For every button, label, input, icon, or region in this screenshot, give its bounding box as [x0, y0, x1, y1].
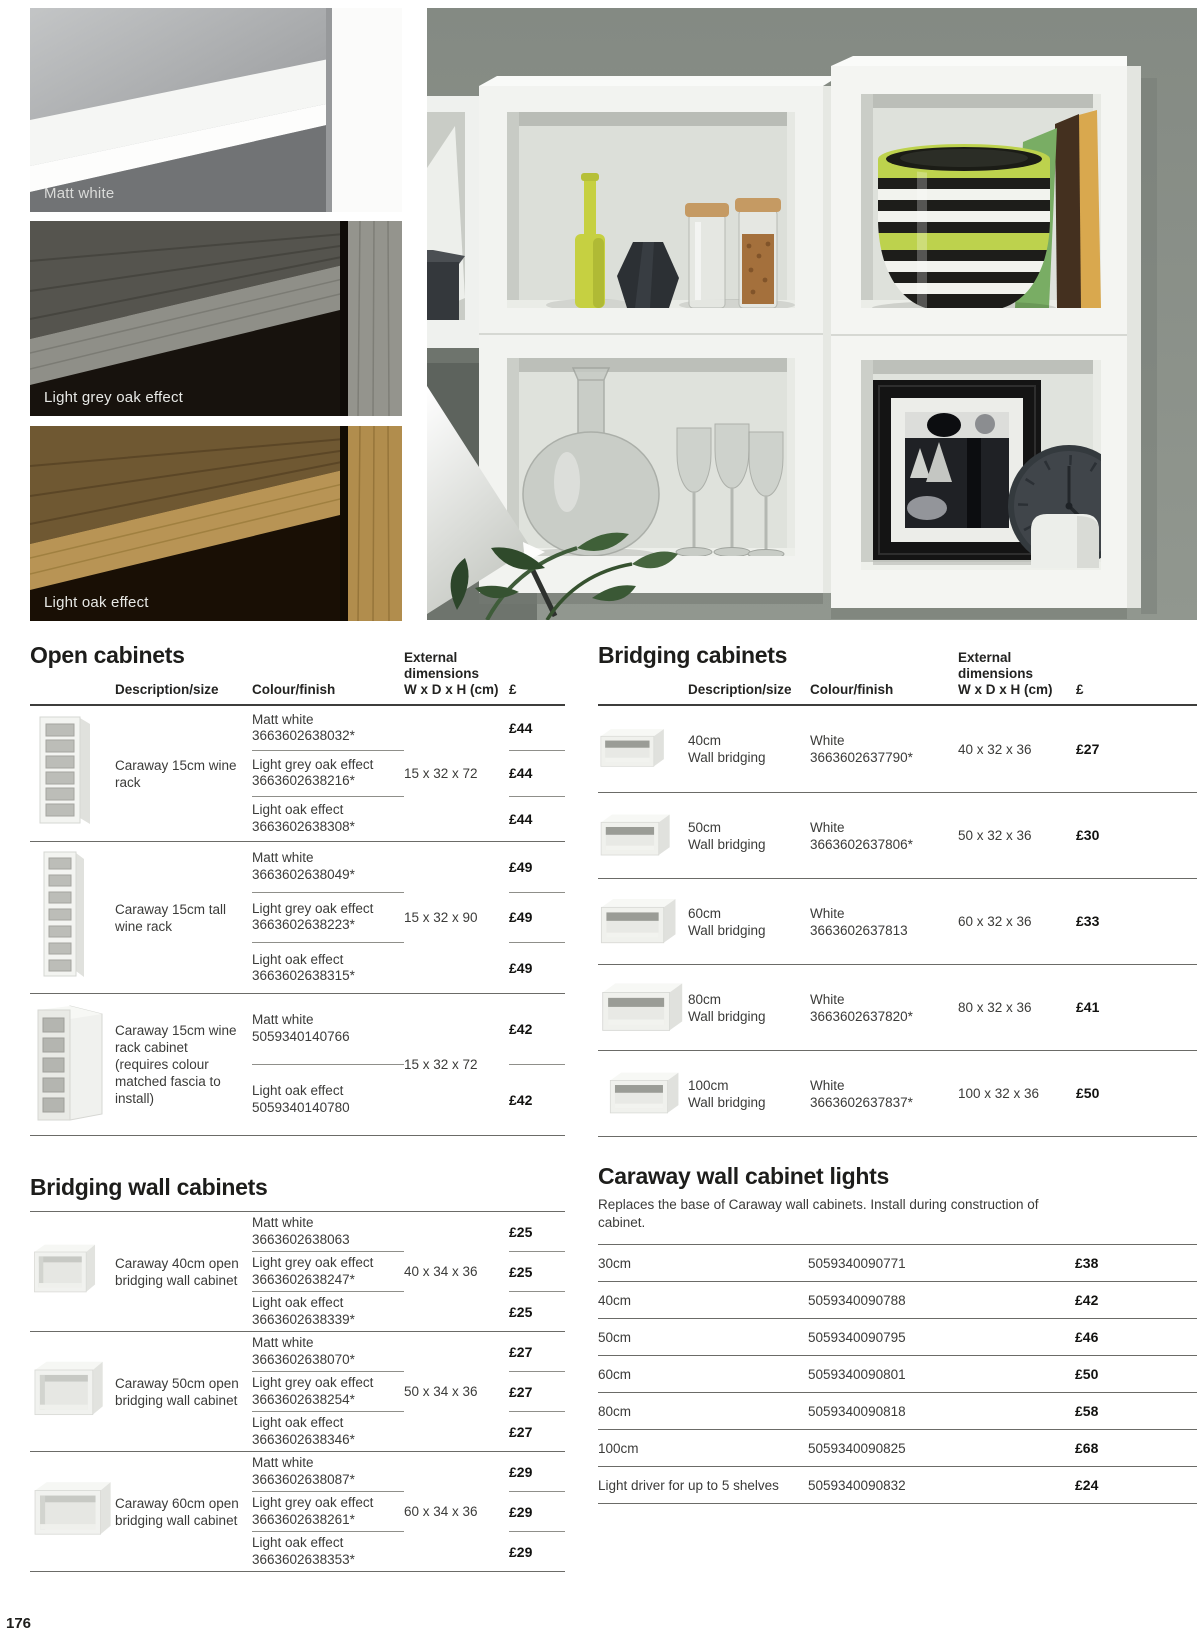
open-cabinets-header	[30, 642, 565, 706]
product-description: 60cm Wall bridging	[688, 905, 766, 938]
price-cell: £46	[1075, 1329, 1099, 1345]
price-cell: £27	[509, 1332, 565, 1372]
section-title-open-cabinets: Open cabinets	[30, 642, 185, 668]
price-cell: £25	[509, 1252, 565, 1292]
column-header-price: £	[509, 682, 517, 697]
price-cell: £33	[1076, 913, 1100, 929]
column-header-colour: Colour/finish	[810, 682, 894, 697]
wine-rack-thumbnail	[30, 706, 115, 841]
cabinet-lights-table	[598, 1244, 1197, 1504]
dimensions-cell: 40 x 32 x 36	[958, 741, 1032, 757]
swatch-matt-white	[30, 8, 402, 212]
swatch-light-grey-oak	[30, 221, 402, 416]
lifestyle-photo	[427, 8, 1197, 620]
price-cell: £41	[1076, 999, 1100, 1015]
price-cell: £68	[1075, 1440, 1099, 1456]
dimensions-cell: 60 x 32 x 36	[958, 914, 1032, 929]
variant-cell: Matt white 3663602638063	[252, 1212, 404, 1252]
dimensions-cell: 60 x 34 x 36	[404, 1504, 478, 1519]
variant-cell: Light grey oak effect 3663602638223*	[252, 893, 404, 944]
wall-bridging-thumbnail	[598, 887, 688, 957]
section-title-bridging-wall-cabinets: Bridging wall cabinets	[30, 1174, 268, 1200]
product-description: Caraway 15cm wine rack	[115, 757, 237, 790]
price-cell: £27	[509, 1423, 533, 1440]
variant-cell: Light oak effect 3663602638308*	[252, 802, 355, 834]
table-row	[30, 841, 565, 993]
wall-bridging-thumbnail	[598, 1062, 688, 1126]
product-description: 50cm Wall bridging	[688, 819, 766, 852]
page-number: 176	[6, 1615, 32, 1632]
wall-bridging-thumbnail	[598, 802, 688, 870]
price-cell: £38	[1075, 1255, 1099, 1271]
table-row	[30, 1451, 565, 1571]
finish-swatches	[30, 8, 402, 630]
open-cube-thumbnail	[30, 1470, 115, 1553]
price-cell: £44	[509, 706, 565, 751]
price-cell: £44	[509, 810, 533, 827]
product-description: Caraway 50cm open bridging wall cabinet	[115, 1375, 239, 1408]
price-cell: £25	[509, 1303, 533, 1320]
variant-cell: Light oak effect 3663602638353*	[252, 1535, 355, 1567]
product-description: Caraway 60cm open bridging wall cabinet	[115, 1495, 239, 1528]
section-title-cabinet-lights: Caraway wall cabinet lights	[598, 1163, 890, 1189]
colour-cell: White 3663602637813	[810, 905, 908, 938]
light-grey-oak-swatch-image	[30, 221, 402, 416]
product-description: Caraway 15cm tall wine rack	[115, 901, 227, 934]
price-cell: £29	[509, 1492, 565, 1532]
price-cell: £29	[509, 1452, 565, 1492]
right-column	[598, 642, 1197, 1504]
table-row	[30, 993, 565, 1135]
table-row: 30cm 5059340090771 £38	[598, 1244, 1197, 1281]
table-row: Light driver for up to 5 shelves 5059340090832 £24	[598, 1466, 1197, 1503]
bridging-wall-cabinets-table	[30, 1211, 565, 1572]
price-cell: £44	[509, 751, 565, 796]
tall-wine-rack-thumbnail	[30, 842, 115, 993]
variant-cell: Light grey oak effect 3663602638247*	[252, 1252, 404, 1292]
left-column	[30, 642, 565, 1572]
table-row: 40cm 5059340090788 £42	[598, 1281, 1197, 1318]
price-cell: £49	[509, 960, 533, 977]
price-cell: £30	[1076, 827, 1100, 843]
price-cell: £27	[509, 1372, 565, 1412]
wall-bridging-thumbnail	[598, 972, 688, 1044]
variant-cell: Light oak effect 3663602638339*	[252, 1295, 355, 1327]
variant-cell: Light grey oak effect 3663602638254*	[252, 1372, 404, 1412]
table-row: 50cm 5059340090795 £46	[598, 1318, 1197, 1355]
table-row	[598, 792, 1197, 878]
open-cabinets-table	[30, 706, 565, 1136]
wall-cabinets-photo	[427, 8, 1197, 620]
swatch-label: Light grey oak effect	[44, 389, 184, 406]
column-header-description: Description/size	[688, 682, 792, 697]
price-cell: £29	[509, 1543, 533, 1560]
table-row	[30, 1331, 565, 1451]
dimensions-cell: 50 x 34 x 36	[404, 1384, 478, 1399]
column-header-dimensions: External dimensions W x D x H (cm)	[958, 650, 1053, 697]
dimensions-cell: 15 x 32 x 90	[404, 910, 478, 925]
price-cell: £42	[509, 1091, 533, 1108]
light-oak-swatch-image	[30, 426, 402, 621]
price-cell: £58	[1075, 1403, 1099, 1419]
bridging-cabinets-table	[598, 706, 1197, 1137]
product-description: Caraway 40cm open bridging wall cabinet	[115, 1255, 239, 1288]
dimensions-cell: 50 x 32 x 36	[958, 828, 1032, 843]
product-description: 80cm Wall bridging	[688, 991, 766, 1024]
dimensions-cell: 80 x 32 x 36	[958, 1000, 1032, 1015]
column-header-colour: Colour/finish	[252, 682, 336, 697]
variant-cell: Matt white 5059340140766	[252, 994, 404, 1065]
section-title-bridging-cabinets: Bridging cabinets	[598, 642, 788, 668]
dimensions-cell: 40 x 34 x 36	[404, 1264, 478, 1279]
variant-cell: Light grey oak effect 3663602638216*	[252, 751, 404, 796]
colour-cell: White 3663602637790*	[810, 733, 913, 765]
dimensions-cell: 15 x 32 x 72	[404, 1057, 478, 1072]
price-cell: £27	[1076, 740, 1100, 757]
colour-cell: White 3663602637820*	[810, 991, 913, 1024]
colour-cell: White 3663602637806*	[810, 819, 913, 852]
swatch-label: Light oak effect	[44, 594, 149, 611]
variant-cell: Light oak effect 3663602638346*	[252, 1415, 355, 1447]
product-description: 40cm Wall bridging	[688, 733, 766, 765]
swatch-label: Matt white	[44, 185, 115, 202]
table-row	[598, 1050, 1197, 1136]
table-row: 100cm 5059340090825 £68	[598, 1429, 1197, 1466]
price-cell: £49	[509, 842, 565, 893]
price-cell: £50	[1076, 1085, 1100, 1101]
colour-cell: White 3663602637837*	[810, 1077, 913, 1110]
wine-rack-cabinet-thumbnail	[30, 994, 115, 1135]
dimensions-cell: 15 x 32 x 72	[404, 766, 478, 781]
price-cell: £50	[1075, 1366, 1099, 1382]
wall-bridging-thumbnail	[598, 716, 688, 782]
variant-cell: Matt white 3663602638070*	[252, 1332, 404, 1372]
price-cell: £42	[509, 994, 565, 1065]
open-cube-thumbnail	[30, 1348, 115, 1435]
bridging-cabinets-header	[598, 642, 1197, 706]
table-row: 60cm 5059340090801 £50	[598, 1355, 1197, 1392]
table-row	[598, 706, 1197, 792]
price-cell: £49	[509, 893, 565, 944]
swatch-light-oak	[30, 426, 402, 621]
variant-cell: Light oak effect 3663602638315*	[252, 951, 355, 984]
variant-cell: Matt white 3663602638049*	[252, 842, 404, 893]
price-cell: £25	[509, 1212, 565, 1252]
variant-cell: Matt white 3663602638032*	[252, 706, 404, 751]
variant-cell: Light oak effect 5059340140780	[252, 1083, 350, 1115]
product-description: Caraway 15cm wine rack cabinet (requires colour matched fascia to install)	[115, 1023, 237, 1106]
table-row	[30, 706, 565, 841]
table-row: 80cm 5059340090818 £58	[598, 1392, 1197, 1429]
cabinet-lights-subtitle: Replaces the base of Caraway wall cabinets. Install during construction of cabinet.	[598, 1197, 1039, 1230]
table-row	[598, 964, 1197, 1050]
dimensions-cell: 100 x 32 x 36	[958, 1086, 1040, 1101]
variant-cell: Light grey oak effect 3663602638261*	[252, 1492, 404, 1532]
price-cell: £24	[1075, 1477, 1099, 1493]
open-cube-thumbnail	[30, 1229, 115, 1314]
variant-cell: Matt white 3663602638087*	[252, 1452, 404, 1492]
product-description: 100cm Wall bridging	[688, 1077, 766, 1110]
matt-white-swatch-image	[30, 8, 402, 212]
table-row	[30, 1212, 565, 1331]
column-header-price: £	[1076, 682, 1084, 697]
column-header-description: Description/size	[115, 682, 219, 697]
column-header-dimensions: External dimensions W x D x H (cm)	[404, 650, 499, 697]
table-row	[598, 878, 1197, 964]
price-cell: £42	[1075, 1292, 1099, 1308]
